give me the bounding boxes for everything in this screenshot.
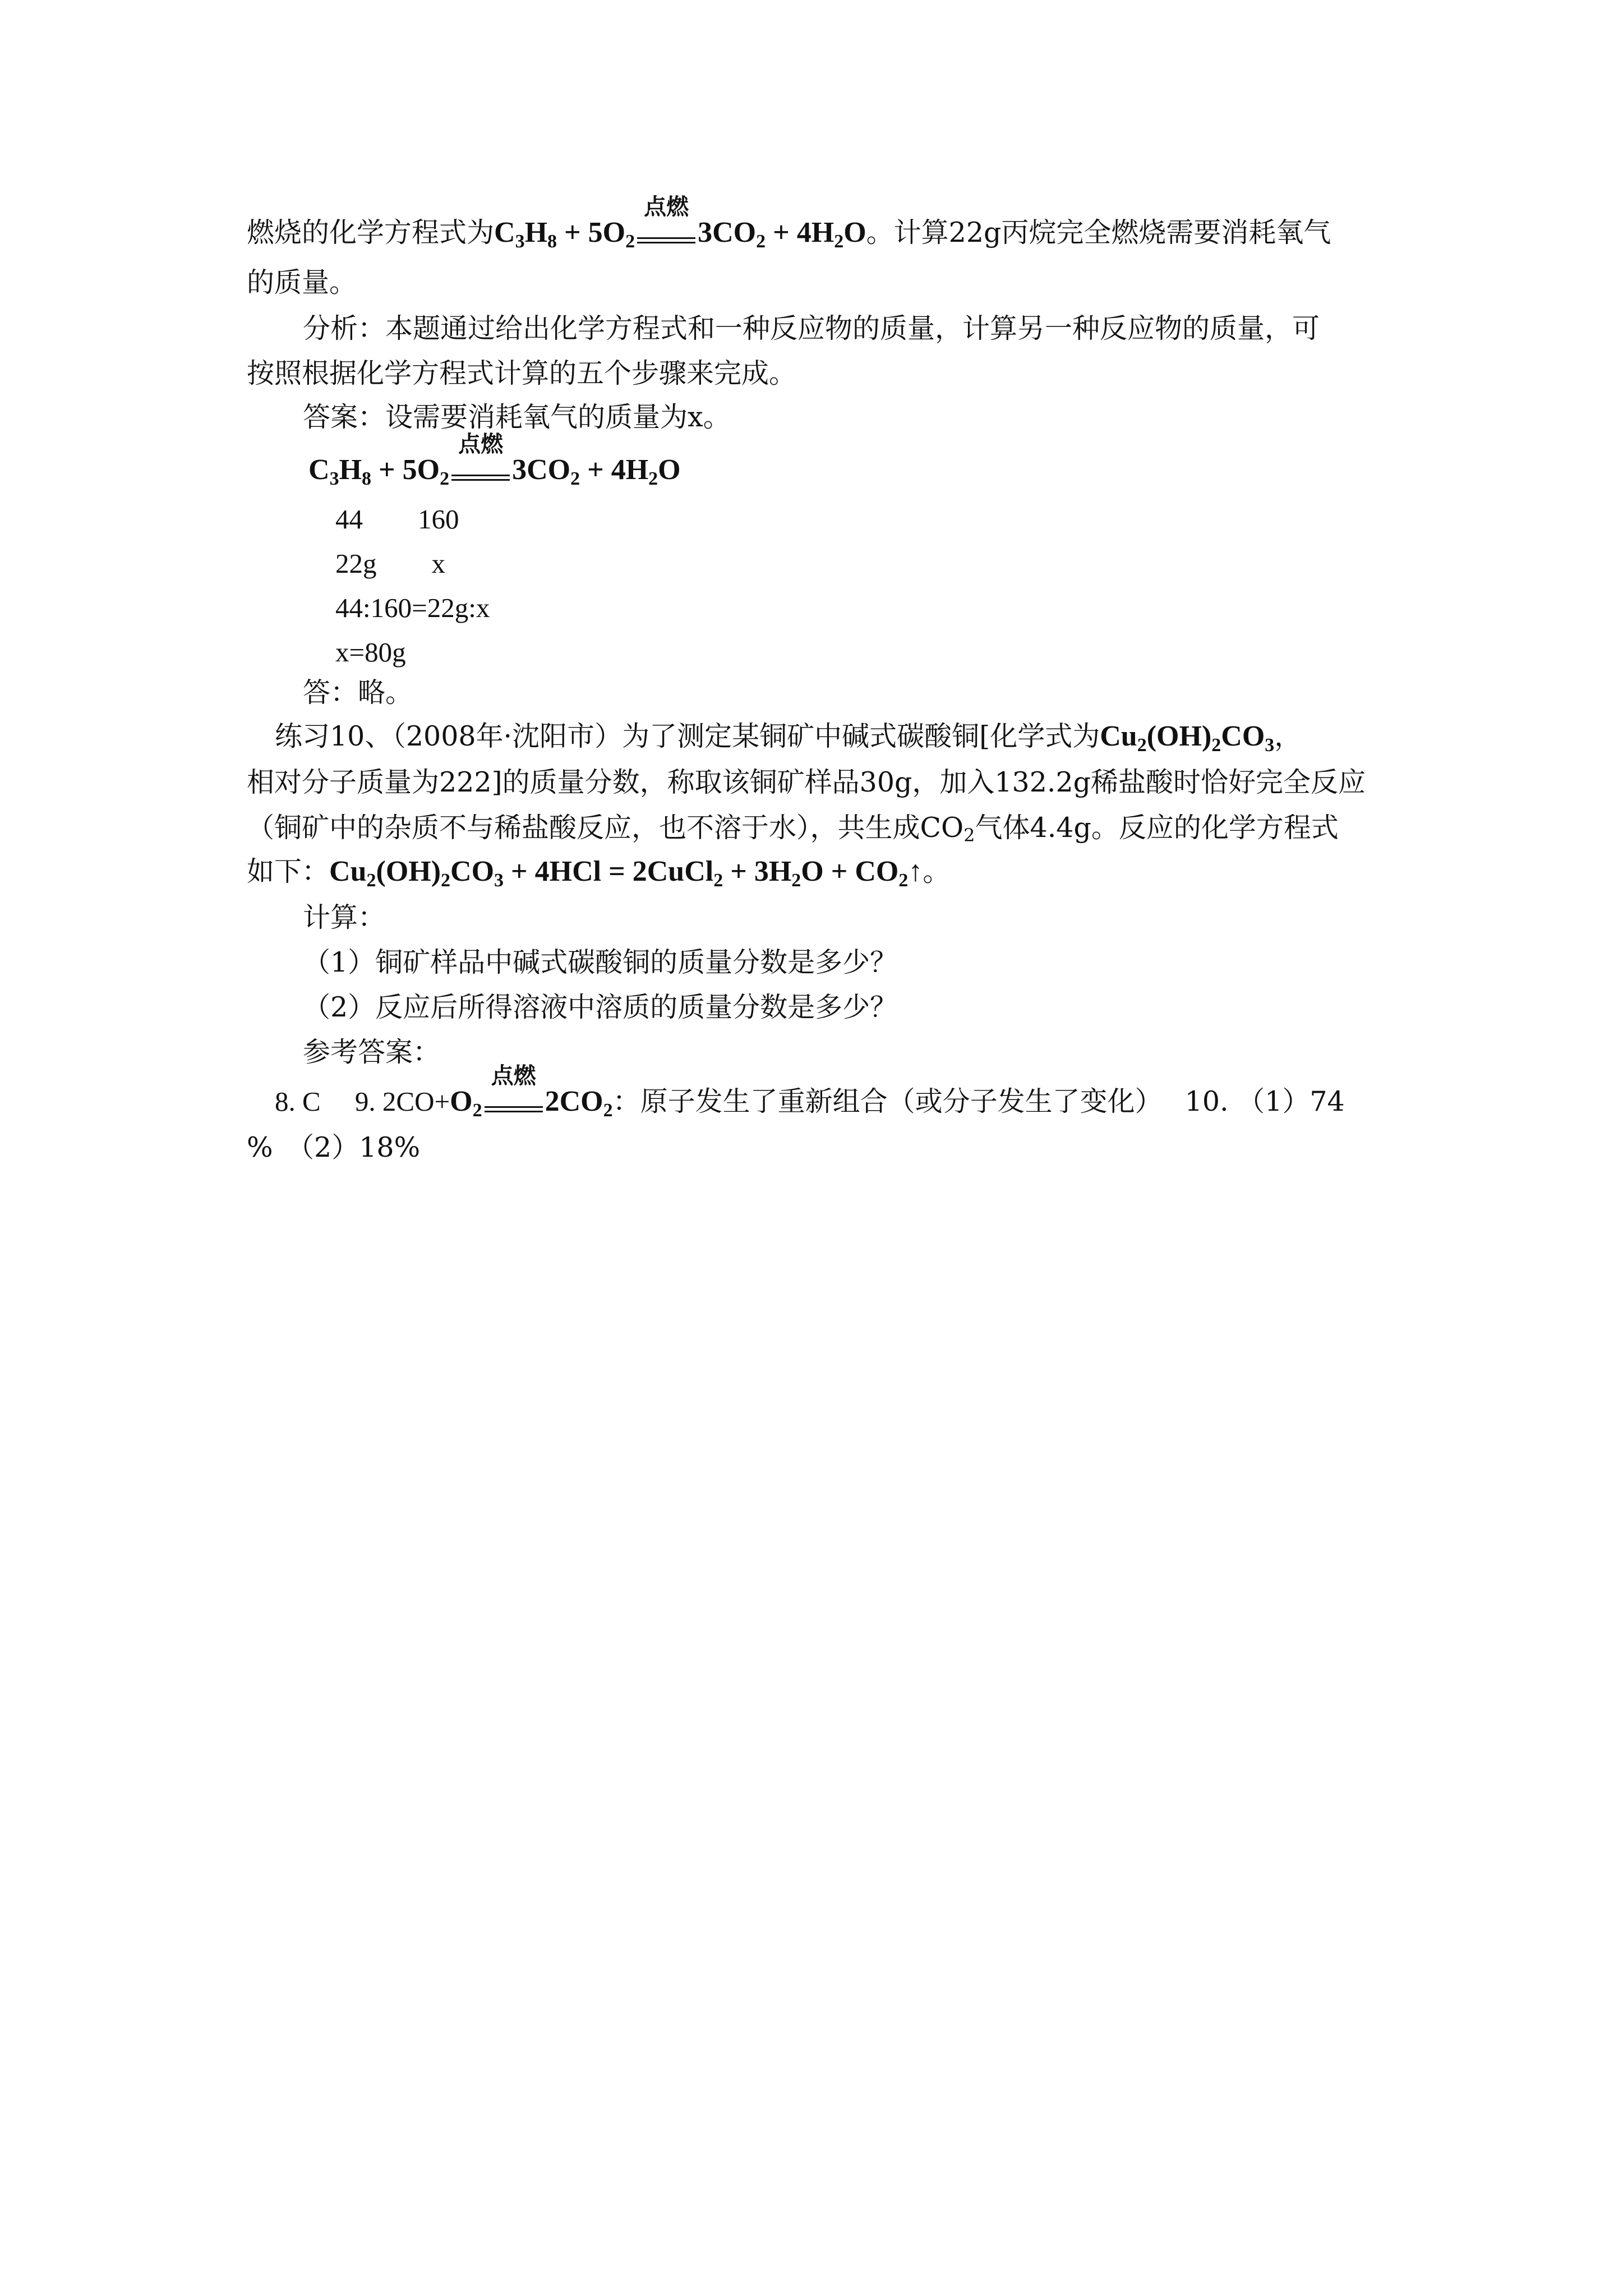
calc-row-4: x=80g [335,637,406,668]
propane-equation-line [247,194,1331,259]
analysis-line2: 按照根据化学方程式计算的五个步骤来完成。 [247,357,797,389]
reaction-condition-2: 点燃 [449,453,512,487]
compute-label: 计算： [303,901,386,933]
answers-line1: 8. C 9. $2CO+O_2$ 点燃 $2CO_2$：原子发生了重新组合（或分子发生了变化） 10. （1）74 [275,1063,1345,1121]
answer-omitted: 答：略。 [303,677,413,708]
exercise10-line4: 如下：$Cu_2(OH)_2CO_3 + 4HCl$ = 2CuCl$_2$ + $3H_2O$ + $CO_2↑$。 [247,855,951,891]
answers-line2: % （2）18% [247,1131,421,1163]
analysis-line1: 分析：本题通过给出化学方程式和一种反应物的质量，计算另一种反应物的质量，可 [303,312,1320,344]
question-1: （1）铜矿样品中碱式碳酸铜的质量分数是多少？ [303,946,898,978]
calc-row-1: 44 160 [335,504,459,535]
answer-label: 答案：设需要消耗氧气的质量为x。 [303,401,731,433]
question-2: （2）反应后所得溶液中溶质的质量分数是多少？ [303,991,898,1023]
propane-equation-repeat [308,431,681,496]
exercise10-line1: 练习10、（2008年·沈阳市）为了测定某铜矿中碱式碳酸铜[化学式为$Cu_2(OH)_2CO_3$， [275,720,1302,756]
exercise10-line2: 相对分子质量为222]的质量分数，称取该铜矿样品30g，加入132.2g稀盐酸时恰好完全反应 [247,766,1366,798]
propane-line2: 的质量。 [247,266,357,298]
calc-row-3: 44:160=22g:x [335,592,490,623]
propane-equation: $C_3H_8 + 5O_2$ 点燃 $3CO_2 + 4H_2O$ [494,194,866,252]
malachite-formula: $Cu_2(OH)_2CO_3$ [1100,720,1275,756]
calc-row-2: 22g x [335,548,446,579]
reaction-equation: $Cu_2(OH)_2CO_3 + 4HCl$ = 2CuCl$_2$ + $3H_2O$ + $CO_2↑$ [329,855,923,891]
reaction-condition: 点燃 [635,216,698,250]
gas-arrow-icon: ↑ [908,855,923,887]
answer-equation: $O_2$ 点燃 $2CO_2$ [450,1063,613,1121]
propane-lead-text: 燃烧的化学方程式为 [247,217,495,249]
reaction-condition-3: 点燃 [482,1085,545,1119]
propane-tail-text: 。计算22g丙烷完全燃烧需要消耗氧气 [866,217,1331,249]
reference-answer-label: 参考答案： [303,1036,441,1068]
exercise10-line3: （铜矿中的杂质不与稀盐酸反应，也不溶于水），共生成$CO_2$气体4.4g。反应的化学方程式 [247,812,1339,846]
propane-equation-2: $C_3H_8 + 5O_2$ 点燃 $3CO_2 + 4H_2O$ [308,431,681,489]
